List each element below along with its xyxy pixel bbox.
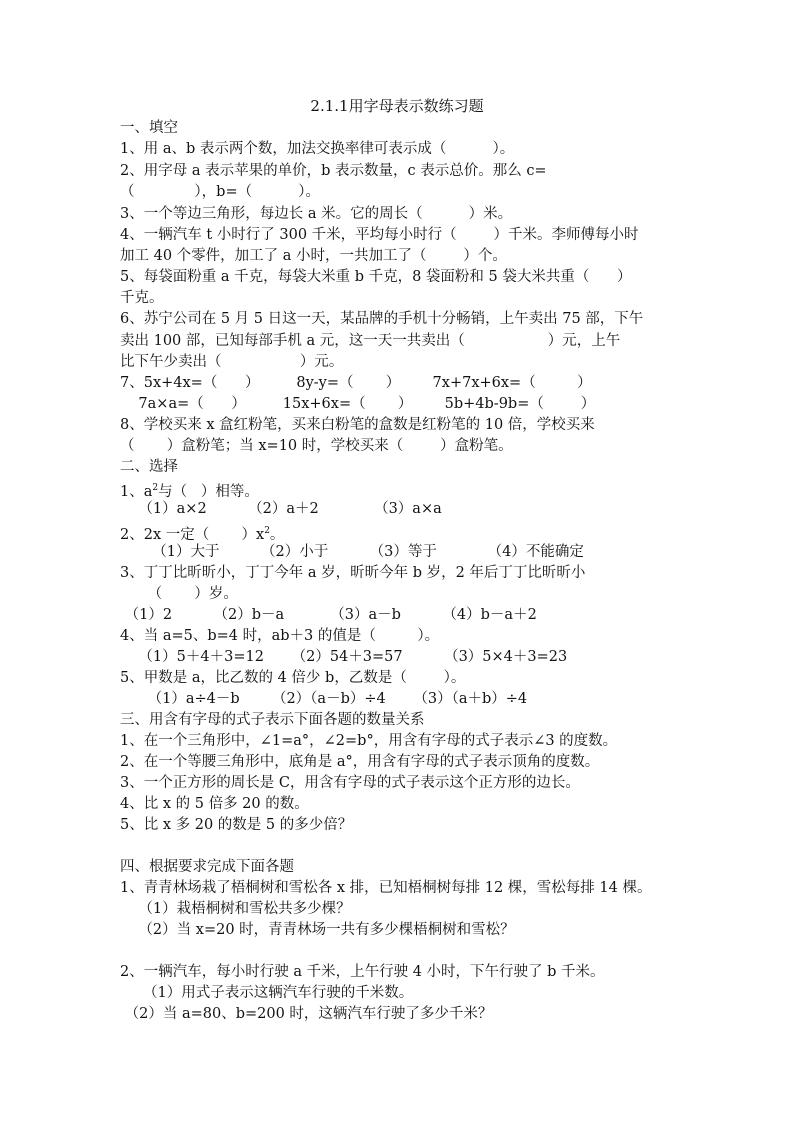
question-line: （1）5＋4＋3=12 （2）54＋3=57 （3）5×4＋3=23 <box>120 649 568 665</box>
question-line: 3、丁丁比昕昕小，丁丁今年 a 岁，昕昕今年 b 岁，2 年后丁丁比昕昕小 <box>120 565 586 581</box>
section-heading: 三、用含有字母的式子表示下面各题的数量关系 <box>120 712 425 728</box>
question-line: 7、5x+4x=（ ） 8y-y=（ ） 7x+7x+6x=（ ） <box>120 375 592 391</box>
question-line: 1、用 a、b 表示两个数，加法交换率律可表示成（ ）。 <box>120 141 515 157</box>
question-line: 1、在一个三角形中，∠1=a°，∠2=b°，用含有字母的式子表示∠3 的度数。 <box>120 733 618 749</box>
question-line: 千克。 <box>120 290 164 306</box>
question-line: 2、一辆汽车，每小时行驶 a 千米，上午行驶 4 小时，下午行驶了 b 千米。 <box>120 964 605 980</box>
question-line: （ ），b=（ ）。 <box>120 184 320 200</box>
question-line: 加工 40 个零件，加工了 a 小时，一共加工了（ ）个。 <box>120 248 507 264</box>
question-line: （2）当 a=80、b=200 时，这辆汽车行驶了多少千米？ <box>120 1006 493 1022</box>
question-line: 4、当 a=5、b=4 时，ab＋3 的值是（ ）。 <box>120 628 440 644</box>
question-line: 1、$a^2$与（ ）相等。 <box>120 483 259 500</box>
question-line: 比下午少卖出（ ）元。 <box>120 354 344 370</box>
question-line: 3、一个等边三角形，每边长 a 米。它的周长（ ）米。 <box>120 206 513 222</box>
question-line: （1）a×2 （2）a＋2 （3）a×a <box>120 501 442 517</box>
question-line: （1）大于 （2）小于 （3）等于 （4）不能确定 <box>120 544 584 560</box>
question-line: （1）2 （2）b－a （3）a－b （4）b－a＋2 <box>120 607 537 623</box>
question-line: 4、一辆汽车 t 小时行了 300 千米，平均每小时行（ ）千米。李师傅每小时 <box>120 227 639 243</box>
question-line: 7a×a=（ ） 15x+6x=（ ） 5b+4b-9b=（ ） <box>120 396 596 412</box>
question-line: 5、比 x 多 20 的数是 5 的多少倍？ <box>120 817 353 833</box>
question-line: 5、甲数是 a，比乙数的 4 倍少 b，乙数是（ ）。 <box>120 670 466 686</box>
question-line: 2、2x 一定（ ）$x^2$。 <box>120 526 285 543</box>
question-line: 4、比 x 的 5 倍多 20 的数。 <box>120 796 309 812</box>
question-line: 8、学校买来 x 盒红粉笔，买来白粉笔的盒数是红粉笔的 10 倍，学校买来 <box>120 417 595 433</box>
question-line: （ ）岁。 <box>120 586 238 602</box>
question-line: （1）用式子表示这辆汽车行驶的千米数。 <box>120 985 414 1001</box>
question-line: （1）栽梧桐树和雪松共多少棵？ <box>120 901 351 917</box>
question-line: （1）a÷4－b （2）（a－b）÷4 （3）（a＋b）÷4 <box>120 691 528 707</box>
question-line: （ ）盒粉笔；当 x=10 时，学校买来（ ）盒粉笔。 <box>120 438 513 454</box>
question-line: 2、用字母 a 表示苹果的单价，b 表示数量，c 表示总价。那么 c= <box>120 163 547 179</box>
section-heading: 二、选择 <box>120 459 178 475</box>
section-heading: 一、填空 <box>120 120 178 136</box>
question-line: 3、一个正方形的周长是 C，用含有字母的式子表示这个正方形的边长。 <box>120 775 580 791</box>
question-line: 1、青青林场栽了梧桐树和雪松各 x 排，已知梧桐树每排 12 棵，雪松每排 14 棵。 <box>120 880 652 896</box>
page-title: 2.1.1用字母表示数练习题 <box>310 97 484 115</box>
question-line: 卖出 100 部，已知每部手机 a 元，这一天一共卖出（ ）元，上午 <box>120 333 621 349</box>
question-line: 5、每袋面粉重 a 千克，每袋大米重 b 千克，8 袋面粉和 5 袋大米共重（ ） <box>120 269 632 285</box>
question-line: （2）当 x=20 时，青青林场一共有多少棵梧桐树和雪松？ <box>120 922 515 938</box>
section-heading: 四、根据要求完成下面各题 <box>120 859 294 875</box>
question-line: 6、苏宁公司在 5 月 5 日这一天，某品牌的手机十分畅销，上午卖出 75 部，下午 <box>120 311 644 327</box>
question-line: 2、在一个等腰三角形中，底角是 a°，用含有字母的式子表示顶角的度数。 <box>120 754 600 770</box>
